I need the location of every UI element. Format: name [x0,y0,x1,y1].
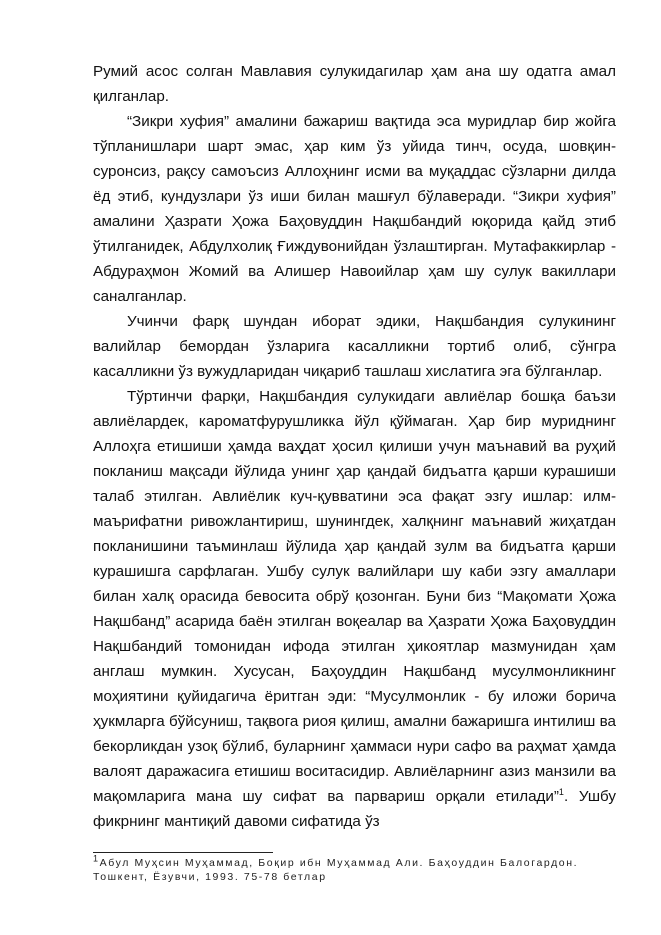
paragraph-3-tail: . Ушбу фикрнинг мантиқий давоми сифатида ўз [93,788,616,830]
footnote-divider [93,852,273,853]
paragraph-1: “Зикри хуфия” амалини бажариш вақтида эса муридлар бир жойга тўпланишлари шарт эмас, ҳар ким ўз уйида тинч, осуда, шовқин-суронсиз, рақсу самоъсиз Аллоҳнинг исми ва муқаддас сўзларни дилда ёд этиб, кундузлари ўз иши билан машғул бўлаверади. “Зикри хуфия” амалини Ҳазрати Ҳожа Баҳовуддин Нақшбандий юқорида қайд этиб ўтилганидек, Абдулхолиқ Ғиждувонийдан ўзлаштирган. Мутафаккирлар - Абдураҳмон Жомий ва Алишер Навоийлар ҳам шу сулук вакиллари саналганлар. [93,113,616,305]
paragraph-2: Учинчи фарқ шундан иборат эдики, Нақшбандия сулукининг валийлар бемордан ўзларига касалликни тортиб олиб, сўнгра касалликни ўз вужудларидан чиқариб ташлаш хислатига эга бўлганлар. [93,313,616,380]
paragraph-3-text: Тўртинчи фарқи, Нақшбандия сулукидаги авлиёлар бошқа баъзи авлиёлардек, кароматфурушликка йўл қўймаган. Ҳар бир муриднинг Аллоҳга етишиши ҳамда ваҳдат ҳосил қилиши учун маънавий ва руҳий покланиш мақсади йўлида унинг ҳар қандай бидъатга қарши курашиши талаб этилган. Авлиёлик куч-қувватини эса фақат эзгу ишлар: илм-маърифатни ривожлантириш, шунингдек, халқнинг маънавий жиҳатдан покланишини таъминлаш йўлида ҳар қандай зулм ва бидъатга қарши курашишга сарфлаган. Ушбу сулук валийлари шу каби эзгу амаллари билан халқ орасида бевосита обрў қозонган. Буни биз “Мақомати Ҳожа Нақшбанд” асарида баён этилган воқеалар ва Ҳазрати Ҳожа Баҳовуддин Нақшбандий томонидан ифода этилган ҳикоятлар мазмунидан ҳам англаш мумкин. Хусусан, Баҳоуддин Нақшбанд мусулмонликнинг моҳиятини қуйидагича ёритган эди: “Мусулмонлик - бу иложи борича ҳукмларга бўйсуниш, тақвога риоя қилиш, амални бажаришга интилиш ва бекорликдан узоқ бўлиб, буларнинг ҳаммаси нури сафо ва раҳмат ҳамда валоят даражасига етишиш воситасидир. Авлиёларнинг азиз манзили ва мақомларига мана шу сифат ва парвариш орқали етилади” [93,388,616,805]
paragraph-0: Румий асос солган Мавлавия сулукидагилар ҳам ана шу одатга амал қилганлар. [93,63,616,105]
footnote-line-1 [93,853,633,870]
footnote-line-2: Тошкент, Ёзувчи, 1993. 75-78 бетлар [93,871,327,883]
footnote-ref[interactable]: 1 [558,786,564,797]
footnote-citation: Абул Муҳсин Муҳаммад, Боқир ибн Муҳаммад Али. Баҳоуддин Балогардон. [99,857,579,869]
footnote [93,853,633,884]
footnote-marker: 1 [93,853,100,864]
paragraph-3 [93,384,616,834]
body-text [93,59,616,834]
